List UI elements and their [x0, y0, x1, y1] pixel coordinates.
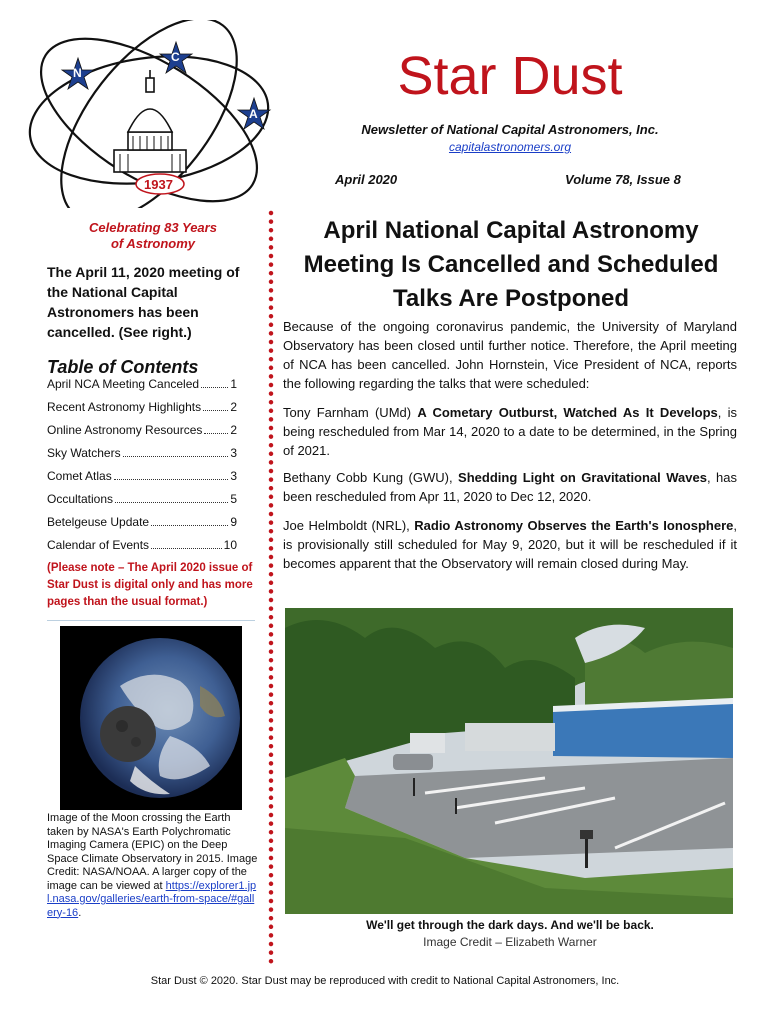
toc-item[interactable]: [47, 423, 237, 446]
talk-status: , is provisionally still scheduled for May 9, 2020, but it will be rescheduled if it becomes apparent that the Observatory will remain closed during May.: [283, 518, 737, 571]
toc-leader: [114, 479, 229, 480]
toc-leader: [151, 525, 228, 526]
article-paragraph-helmboldt: [283, 516, 737, 573]
toc-page: 10: [223, 538, 237, 552]
toc-page: 9: [230, 515, 237, 529]
observatory-photo: [285, 608, 733, 914]
toc-page: 1: [230, 377, 237, 391]
digital-issue-note: (Please note – The April 2020 issue of Star Dust is digital only and has more pages than the usual format.): [47, 562, 253, 608]
toc-item[interactable]: [47, 492, 237, 515]
toc-page: 5: [230, 492, 237, 506]
logo-letter-a: A: [249, 107, 258, 121]
toc-label: April NCA Meeting Canceled: [47, 377, 200, 391]
speaker: Tony Farnham (UMd): [283, 405, 418, 420]
newsletter-title: Star Dust: [397, 46, 623, 106]
photo-credit: Image Credit – Elizabeth Warner: [423, 935, 597, 949]
toc-item[interactable]: [47, 377, 237, 400]
logo-letter-c: C: [171, 50, 180, 64]
toc-leader: [204, 433, 228, 434]
talk-status: , is being rescheduled from Mar 14, 2020 to a date to be determined, in the Spring of 2021.: [283, 405, 737, 458]
toc-label: Sky Watchers: [47, 446, 121, 460]
toc-leader: [123, 456, 229, 457]
toc-item[interactable]: [47, 469, 237, 492]
toc-leader: [201, 387, 228, 388]
toc-page: 2: [230, 400, 237, 414]
logo-letter-n: N: [73, 66, 82, 80]
image-caption-text: Image of the Moon crossing the Earth taken by NASA's Earth Polychromatic Imaging Camera (EPIC) on the Deep Space Climate Observatory in 2015. Image Credit: NASA/NOAA. A larger copy of the image can be viewed at: [47, 812, 258, 892]
toc-item[interactable]: [47, 538, 237, 561]
meeting-notice: The April 11, 2020 meeting of the National Capital Astronomers has been cancelled. (See right.): [47, 264, 240, 340]
speaker: Joe Helmboldt (NRL),: [283, 518, 415, 533]
toc-item[interactable]: [47, 400, 237, 423]
article-paragraph-kung: [283, 468, 737, 506]
article-paragraph-farnham: [283, 403, 737, 460]
talk-title: A Cometary Outburst, Watched As It Develops: [417, 405, 718, 420]
toc-leader: [203, 410, 228, 411]
website-link[interactable]: capitalastronomers.org: [448, 140, 572, 154]
celebrate-line-2: of Astronomy: [110, 236, 196, 251]
toc-item[interactable]: [47, 515, 237, 538]
image-caption: [47, 812, 259, 920]
sidebar-rule: [47, 620, 255, 621]
talk-title: Shedding Light on Gravitational Waves: [458, 470, 707, 485]
toc-label: Occultations: [47, 492, 114, 506]
article-paragraph-intro: Because of the ongoing coronavirus pandemic, the University of Maryland Observatory has been closed until further notice. Therefore, the April meeting of NCA has been cancelled. John Hornstein, Vice President of NCA, reports the following regarding the talks that were scheduled:: [283, 319, 737, 391]
toc-heading: Table of Contents: [47, 357, 199, 377]
speaker: Bethany Cobb Kung (GWU),: [283, 470, 459, 485]
page-footer: Star Dust © 2020. Star Dust may be reproduced with credit to National Capital Astronomers, Inc.: [150, 975, 620, 987]
toc-leader: [115, 502, 228, 503]
newsletter-subtitle: Newsletter of National Capital Astronomers, Inc.: [361, 122, 659, 137]
article-headline: April National Capital Astronomy Meeting Is Cancelled and Scheduled Talks Are Postponed: [303, 217, 719, 312]
toc-page: 3: [230, 446, 237, 460]
logo-year: 1937: [144, 177, 173, 192]
toc-item[interactable]: [47, 446, 237, 469]
toc-label: Calendar of Events: [47, 538, 150, 552]
talk-status: , has been rescheduled from Apr 11, 2020 to Dec 12, 2020.: [283, 470, 737, 504]
celebrate-banner: [46, 220, 260, 252]
issue-volume: Volume 78, Issue 8: [565, 172, 681, 187]
toc-label: Betelgeuse Update: [47, 515, 150, 529]
column-divider: [266, 210, 276, 970]
nca-logo: [18, 20, 280, 208]
toc-page: 2: [230, 423, 237, 437]
toc-page: 3: [230, 469, 237, 483]
gallery-link[interactable]: https://explorer1.jpl.nasa.gov/galleries/earth-from-space/#gallery-16: [47, 879, 257, 919]
image-caption-period: .: [78, 906, 82, 919]
issue-date: April 2020: [335, 172, 398, 187]
talk-title: Radio Astronomy Observes the Earth's Ionosphere: [414, 518, 734, 533]
toc-label: Online Astronomy Resources: [47, 423, 203, 437]
table-of-contents: [47, 377, 237, 561]
toc-label: Comet Atlas: [47, 469, 112, 483]
earth-moon-image: [60, 626, 242, 810]
toc-label: Recent Astronomy Highlights: [47, 400, 202, 414]
toc-leader: [151, 548, 222, 549]
celebrate-line-1: Celebrating 83 Years: [89, 220, 217, 235]
photo-caption: We'll get through the dark days. And we'll be back.: [366, 918, 654, 932]
